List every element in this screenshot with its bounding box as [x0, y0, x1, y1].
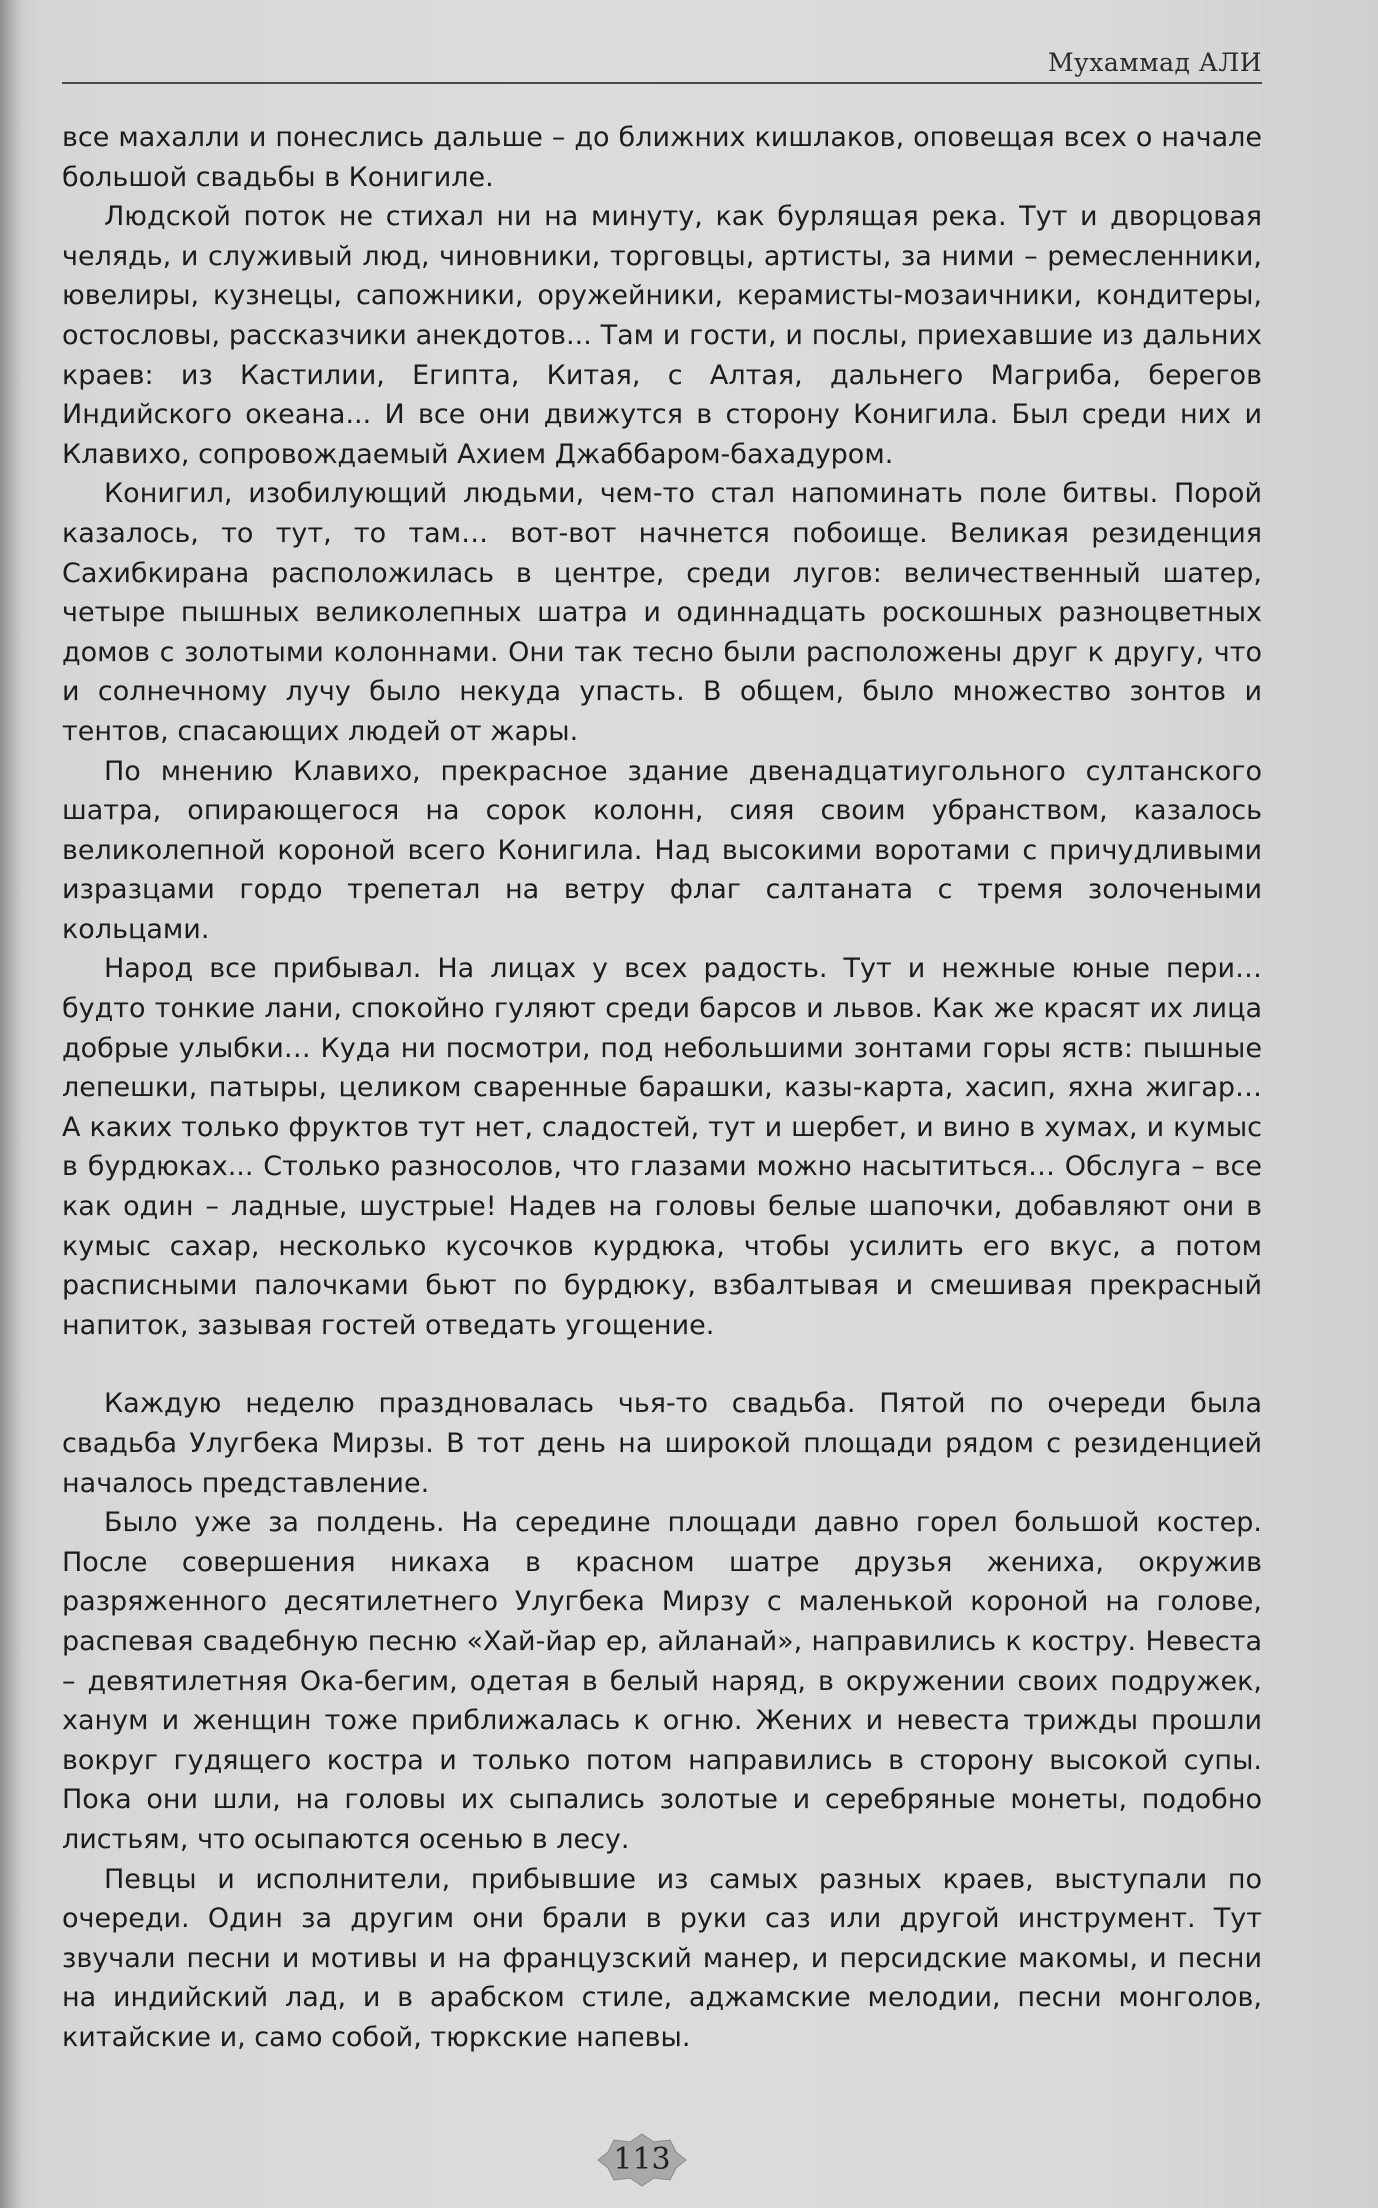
paragraph-4: По мнению Клавихо, прекрасное здание двенадцатиугольного султанского шатра, опирающегося на сорок колонн, сияя своим убранством, казалось великолепной короной всего Конигила. Над высокими воротами с причудливыми изразцами гордо трепетал на ветру флаг салтаната с тремя золочеными кольцами. — [62, 755, 1262, 945]
paragraph-3: Конигил, изобилующий людьми, чем-то стал напоминать поле битвы. Порой казалось, то тут, то там… вот-вот начнется побоище. Великая резиденция Сахибкирана расположилась в центре, среди лугов: величественный шатер, четыре пышных великолепных шатра и одиннадцать роскошных разноцветных домов с золотыми колоннами. Они так тесно были расположены друг к другу, что и солнечному лучу было некуда упасть. В общем, было множество зонтов и тентов, спасающих людей от жары. — [62, 478, 1262, 747]
page-number-badge — [596, 2132, 688, 2188]
binding-shadow — [0, 0, 22, 2208]
paragraph-7: Было уже за полдень. На середине площади давно горел большой костер. После совершения никаха в красном шатре друзья жениха, окружив разряженного десятилетнего Улугбека Мирзу с маленькой короной на голове, распевая свадебную песню «Хай-йар ер, айланай», направились к костру. Невеста – девятилетняя Ока-бегим, одетая в белый наряд, в окружении своих подружек, ханум и женщин тоже приближалась к огню. Жених и невеста трижды прошли вокруг гудящего костра и только потом направились в сторону высокой супы. Пока они шли, на головы их сыпались золотые и серебряные монеты, подобно листьям, что осыпаются осенью в лесу. — [62, 1507, 1262, 1855]
paragraph-5: Народ все прибывал. На лицах у всех радость. Тут и нежные юные пери… будто тонкие лани, спокойно гуляют среди барсов и львов. Как же красят их лица добрые улыбки… Куда ни посмотри, под небольшими зонтами горы яств: пышные лепешки, патыры, целиком сваренные барашки, казы-карта, хасип, яхна жигар… А каких только фруктов тут нет, сладостей, тут и шербет, и вино в хумах, и кумыс в бурдюках... Столько разносолов, что глазами можно насытиться… Обслуга – все как один – ладные, шустрые! Надев на головы белые шапочки, добавляют они в кумыс сахар, несколько кусочков курдюка, чтобы усилить его вкус, а потом расписными палочками бьют по бурдюку, взбалтывая и смешивая прекрасный напиток, зазывая гостей отведать угощение. — [62, 953, 1262, 1341]
running-header — [62, 40, 1262, 80]
page-number: 113 — [613, 2142, 671, 2177]
header-rule — [62, 82, 1262, 84]
paragraph-1: все махалли и понеслись дальше – до ближних кишлаков, оповещая всех о начале большой свадьбы в Конигиле. — [62, 122, 1262, 193]
paragraph-2: Людской поток не стихал ни на минуту, как бурлящая река. Тут и дворцовая челядь, и служивый люд, чиновники, торговцы, артисты, за ними – ремесленники, ювелиры, кузнецы, сапожники, оружейники, керамисты-мозаичники, кондитеры, остословы, рассказчики анекдотов... Там и гости, и послы, приехавшие из дальних краев: из Кастилии, Египта, Китая, с Алтая, дальнего Магриба, берегов Индийского океана... И все они движутся в сторону Конигила. Был среди них и Клавихо, сопровождаемый Ахием Джаббаром-бахадуром. — [62, 201, 1262, 470]
paragraph-8: Певцы и исполнители, прибывшие из самых разных краев, выступали по очереди. Один за другим они брали в руки саз или другой инструмент. Тут звучали песни и мотивы и на французский манер, и персидские макомы, и песни на индийский лад, и в арабском стиле, аджамские мелодии, песни монголов, китайские и, само собой, тюркские напевы. — [62, 1863, 1262, 2053]
header-author: Мухаммад АЛИ — [1047, 48, 1262, 77]
paragraph-6: Каждую неделю праздновалась чья-то свадьба. Пятой по очереди была свадьба Улугбека Мирзы. В тот день на широкой площади рядом с резиденцией началось представление. — [62, 1388, 1262, 1499]
body-text — [62, 118, 1262, 2058]
